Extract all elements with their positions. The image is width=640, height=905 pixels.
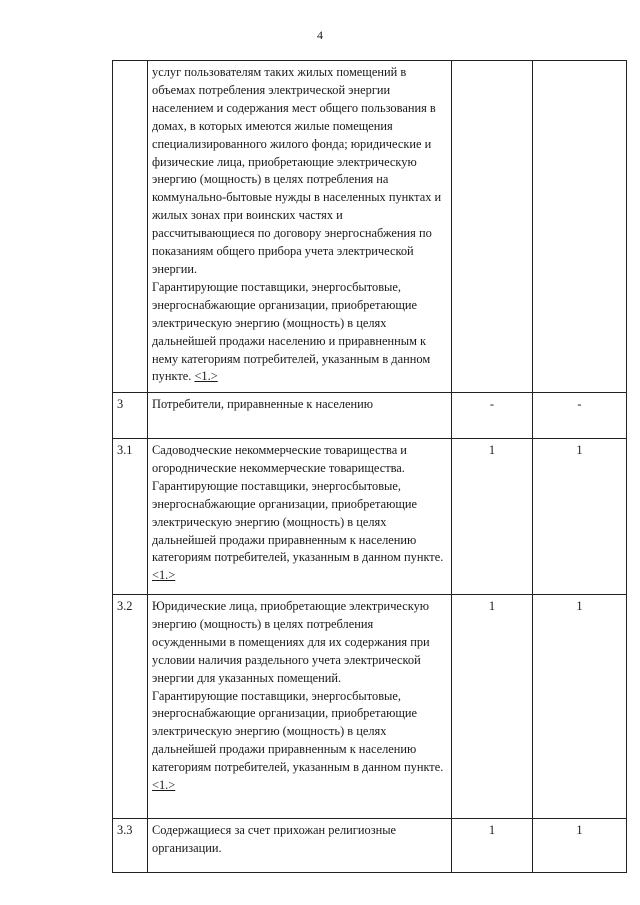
row-value-1: - (452, 393, 533, 439)
row-number (113, 61, 148, 393)
row-paragraph: услуг пользователям таких жилых помещений в объемах потребления электрической энергии населением и содержания мест общего пользования в домах, в которых имеются жилые помещения специализированного жилого фонда; юридические и физические лица, приобретающие электрическую энергию (мощность) в целях потребления на коммунально-бытовые нужды в населенных пунктах и жилых зонах при воинских частях и рассчитывающиеся по договору энергоснабжения по показаниям общего прибора учета электрической энергии. (152, 65, 442, 276)
table-row (113, 819, 627, 873)
row-value-1: 1 (452, 595, 533, 819)
row-paragraph-last (152, 279, 445, 386)
row-value-2: 1 (533, 819, 627, 873)
row-paragraph: Юридические лица, приобретающие электрическую энергию (мощность) в целях потребления осужденными в помещениях для их содержания при условии наличия раздельного учета электрической энергии для указанных помещений. (152, 599, 430, 685)
table-row (113, 595, 627, 819)
row-paragraph: Потребители, приравненные к населению (152, 397, 374, 411)
row-paragraph-text: Гарантирующие поставщики, энергосбытовые, энергоснабжающие организации, приобретающие электрическую энергию (мощность) в целях дальнейшей продажи приравненным к населению категориям потребителей, указанным в данном пункте. (152, 478, 444, 565)
table-row (113, 393, 627, 439)
row-paragraph-text: Гарантирующие поставщики, энергосбытовые, энергоснабжающие организации, приобретающие электрическую энергию (мощность) в целях дальнейшей продажи населению и приравненным к нему категориям потребителей, указанным в данном пункте. (152, 279, 431, 384)
row-description (148, 61, 452, 393)
table-row (113, 61, 627, 393)
row-paragraph-text: Гарантирующие поставщики, энергосбытовые, энергоснабжающие организации, приобретающие электрическую энергию (мощность) в целях дальнейшей продажи приравненным к населению категориям потребителей, указанным в данном пункте. (152, 688, 444, 775)
footnote-link[interactable]: <1.> (152, 778, 176, 793)
page-number: 4 (317, 28, 323, 42)
row-description (148, 819, 452, 873)
footnote-link[interactable]: <1.> (194, 369, 218, 384)
row-value-1: 1 (452, 439, 533, 595)
row-number: 3.1 (113, 439, 148, 595)
row-value-2: 1 (533, 439, 627, 595)
row-value-1: 1 (452, 819, 533, 873)
row-paragraph: Содержащиеся за счет прихожан религиозные организации. (152, 823, 397, 855)
row-number: 3.3 (113, 819, 148, 873)
row-paragraph-last (152, 688, 445, 795)
row-value-2 (533, 61, 627, 393)
row-value-2: 1 (533, 595, 627, 819)
table-row (113, 439, 627, 595)
footnote-link[interactable]: <1.> (152, 568, 176, 583)
row-value-1 (452, 61, 533, 393)
row-value-2: - (533, 393, 627, 439)
row-description (148, 595, 452, 819)
row-description (148, 393, 452, 439)
row-paragraph-last (152, 478, 445, 585)
row-number: 3 (113, 393, 148, 439)
row-description (148, 439, 452, 595)
row-paragraph: Садоводческие некоммерческие товарищества и огороднические некоммерческие товарищества. (152, 443, 407, 475)
tariff-table (112, 60, 627, 873)
row-number: 3.2 (113, 595, 148, 819)
